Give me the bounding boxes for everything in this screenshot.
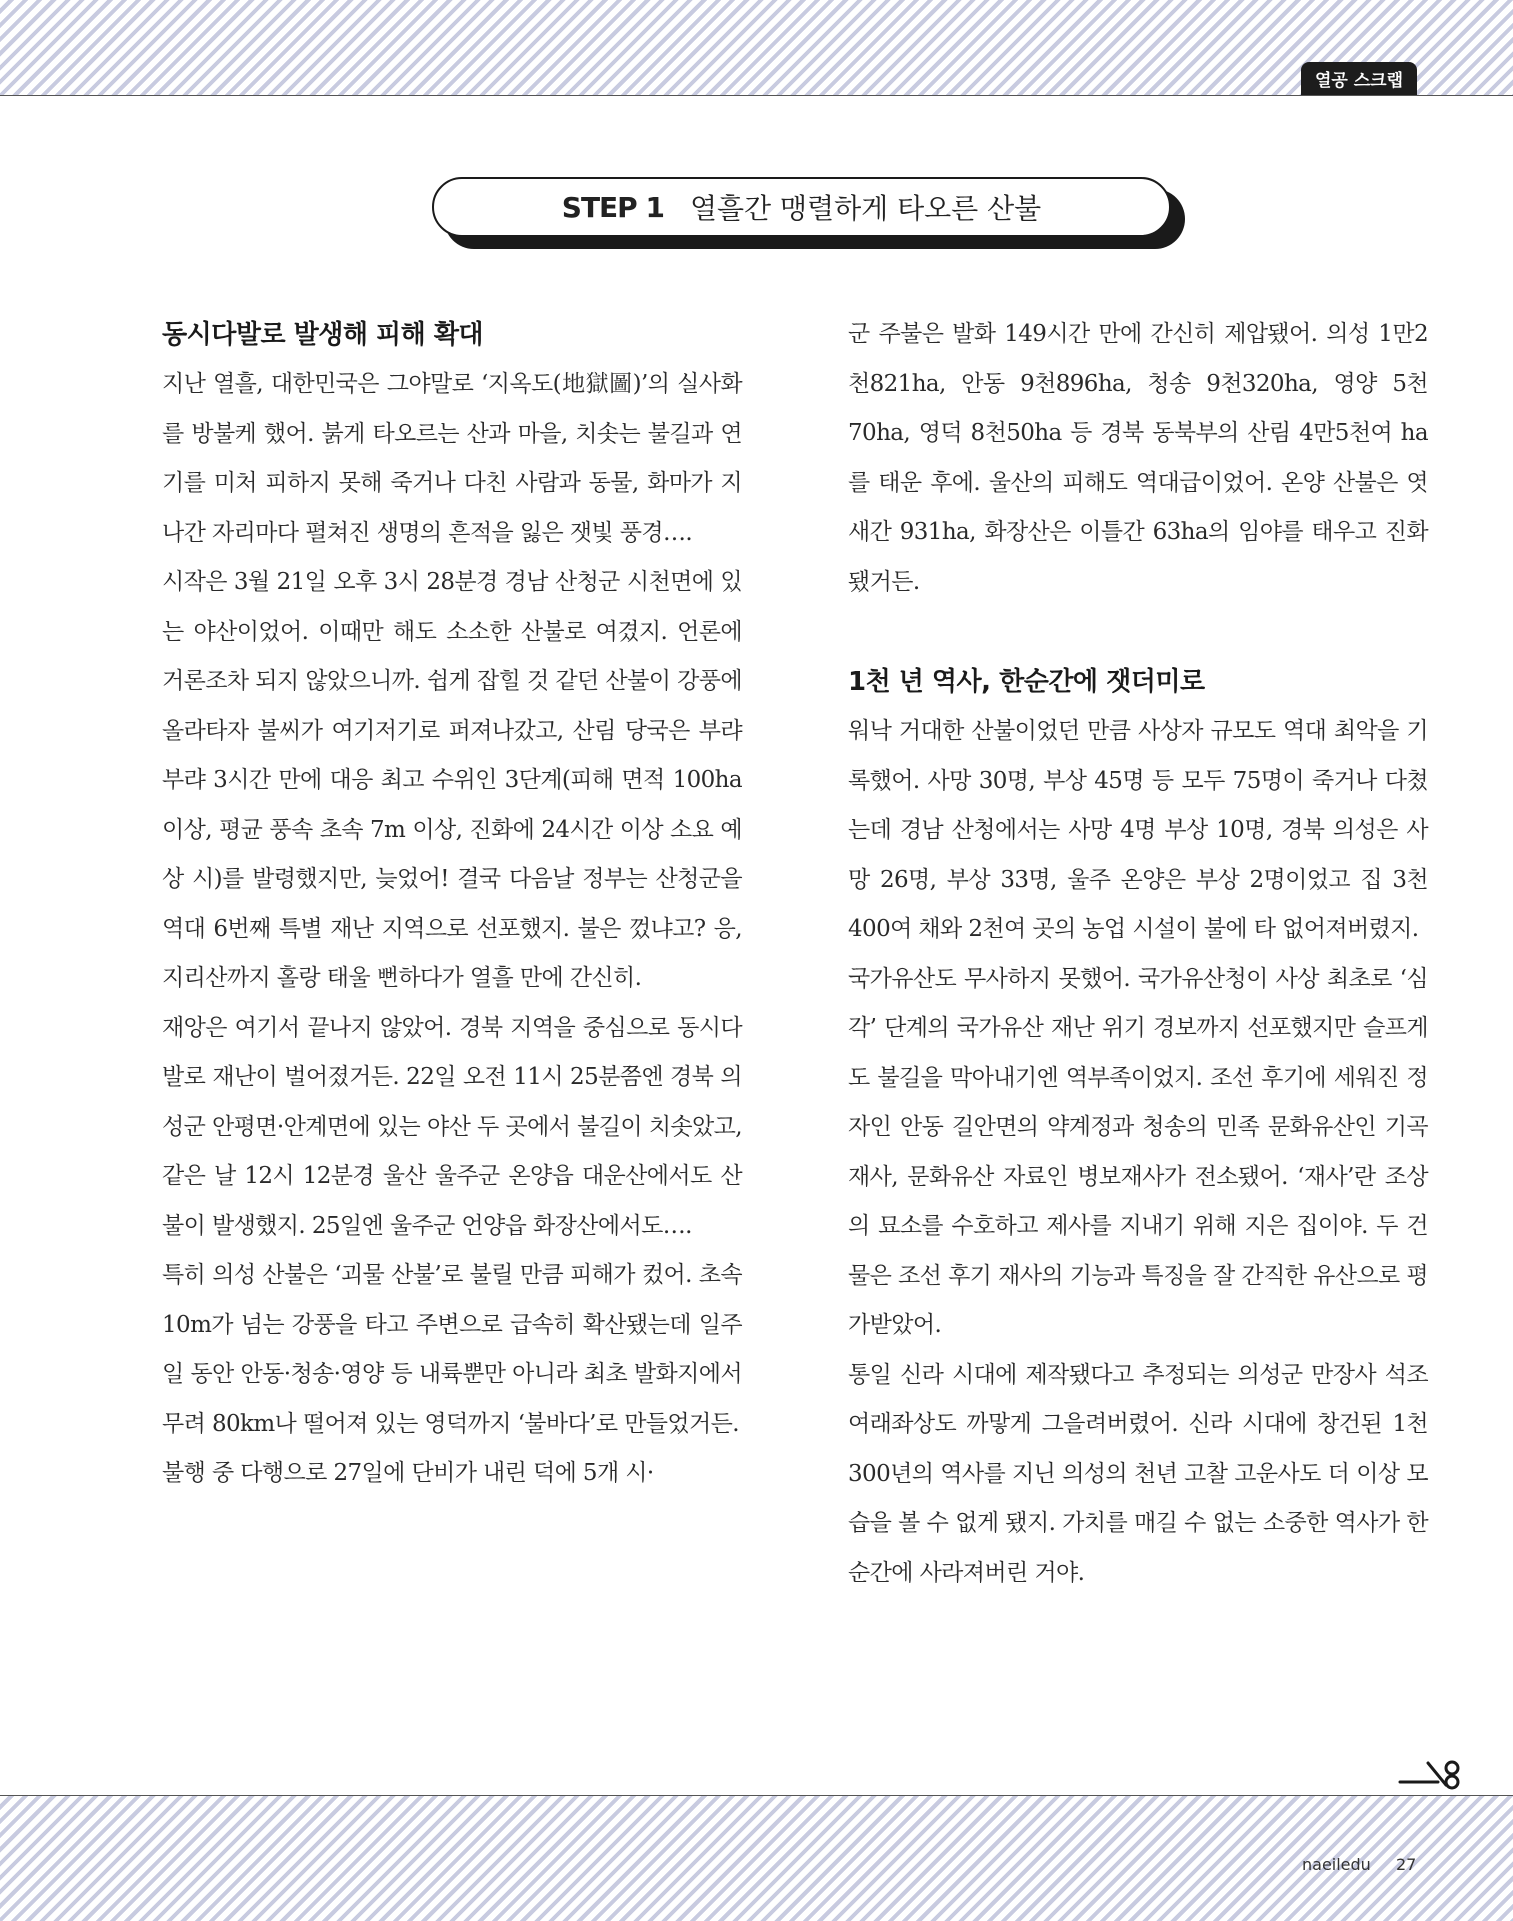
right-column	[848, 310, 1428, 1598]
step-banner	[432, 177, 1185, 249]
bottom-stripe-band	[0, 1795, 1513, 1921]
spacer	[848, 607, 1428, 657]
step-banner-box	[432, 177, 1171, 237]
paragraph: 군 주불은 발화 149시간 만에 간신히 제압됐어. 의성 1만2천821ha, 안동 9천896ha, 청송 9천320ha, 영양 5천70ha, 영덕 8천50ha 등 경북 동북부의 산림 4만5천여 ha를 태운 후에. 울산의 피해도 역대급이었어. 온양 산불은 엿새간 931ha, 화장산은 이틀간 63ha의 임야를 태우고 진화됐거든.	[848, 321, 1428, 595]
paragraph: 불행 중 다행으로 27일에 단비가 내린 덕에 5개 시·	[162, 1460, 654, 1486]
paragraph: 특히 의성 산불은 ‘괴물 산불’로 불릴 만큼 피해가 컸어. 초속 10m가 넘는 강풍을 타고 주변으로 급속히 확산됐는데 일주일 동안 안동·청송·영양 등 내륙뿐만 아니라 최초 발화지에서 무려 80km나 떨어져 있는 영덕까지 ‘불바다’로 만들었거든.	[162, 1262, 742, 1437]
page-number: 27	[1396, 1855, 1417, 1874]
footer-brand: naeiledu	[1302, 1855, 1371, 1874]
paragraph: 국가유산도 무사하지 못했어. 국가유산청이 사상 최초로 ‘심각’ 단계의 국가유산 재난 위기 경보까지 선포했지만 슬프게도 불길을 막아내기엔 역부족이었지. 조선 후기에 세워진 정자인 안동 길안면의 약계정과 청송의 민족 문화유산인 기곡재사, 문화유산 자료인 병보재사가 전소됐어. ‘재사’란 조상의 묘소를 수호하고 제사를 지내기 위해 지은 집이야. 두 건물은 조선 후기 재사의 기능과 특징을 잘 간직한 유산으로 평가받았어.	[848, 965, 1428, 1338]
paragraph: 워낙 거대한 산불이었던 만큼 사상자 규모도 역대 최악을 기록했어. 사망 30명, 부상 45명 등 모두 75명이 죽거나 다쳤는데 경남 산청에서는 사망 4명 부상 10명, 경북 의성은 사망 26명, 부상 33명, 울주 온양은 부상 2명이었고 집 3천400여 채와 2천여 곳의 농업 시설이 불에 타 없어져버렸지.	[848, 718, 1428, 942]
paragraph: 시작은 3월 21일 오후 3시 28분경 경남 산청군 시천면에 있는 야산이었어. 이때만 해도 소소한 산불로 여겼지. 언론에 거론조차 되지 않았으니까. 쉽게 잡힐 것 같던 산불이 강풍에 올라타자 불씨가 여기저기로 퍼져나갔고, 산림 당국은 부랴부랴 3시간 만에 대응 최고 수위인 3단계(피해 면적 100ha 이상, 평균 풍속 초속 7m 이상, 진화에 24시간 이상 소요 예상 시)를 발령했지만, 늦었어! 결국 다음날 정부는 산청군을 역대 6번째 특별 재난 지역으로 선포했지. 불은 껐냐고? 응, 지리산까지 홀랑 태울 뻔하다가 열흘 만에 간신히.	[162, 569, 742, 991]
paragraph: 통일 신라 시대에 제작됐다고 추정되는 의성군 만장사 석조여래좌상도 까맣게 그을려버렸어. 신라 시대에 창건된 1천300년의 역사를 지닌 의성의 천년 고찰 고운사도 더 이상 모습을 볼 수 없게 됐지. 가치를 매길 수 없는 소중한 역사가 한순간에 사라져버린 거야.	[848, 1361, 1428, 1586]
step-title: 열흘간 맹렬하게 타오른 산불	[689, 192, 1042, 225]
section-heading: 동시다발로 발생해 피해 확대	[162, 320, 484, 350]
left-column	[162, 310, 742, 1499]
paragraph: 지난 열흘, 대한민국은 그야말로 ‘지옥도(地獄圖)’의 실사화를 방불케 했어. 붉게 타오르는 산과 마을, 치솟는 불길과 연기를 미처 피하지 못해 죽거나 다친 사람과 동물, 화마가 지나간 자리마다 펼쳐진 생명의 흔적을 잃은 잿빛 풍경….	[162, 371, 742, 546]
top-stripe-band	[0, 0, 1513, 96]
scissors-icon	[1398, 1755, 1464, 1791]
step-number: STEP 1	[561, 190, 664, 224]
paragraph: 재앙은 여기서 끝나지 않았어. 경북 지역을 중심으로 동시다발로 재난이 벌어졌거든. 22일 오전 11시 25분쯤엔 경북 의성군 안평면·안계면에 있는 야산 두 곳에서 불길이 치솟았고, 같은 날 12시 12분경 울산 울주군 온양읍 대운산에서도 산불이 발생했지. 25일엔 울주군 언양읍 화장산에서도….	[162, 1014, 742, 1239]
section-heading: 1천 년 역사, 한순간에 잿더미로	[848, 667, 1205, 697]
section-tag: 열공 스크랩	[1301, 62, 1417, 95]
